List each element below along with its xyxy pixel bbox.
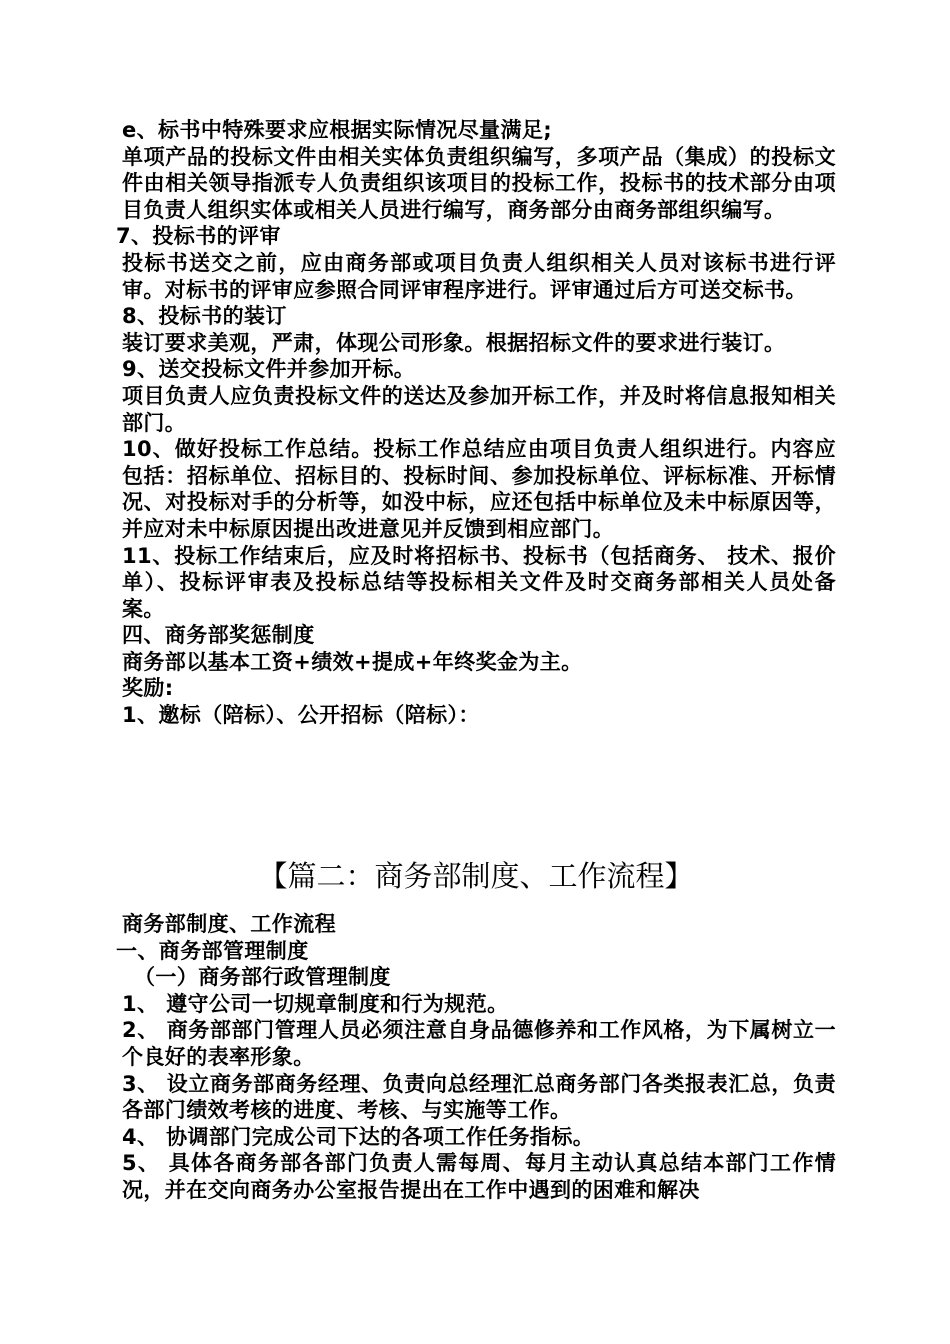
section-heading: 8、投标书的装订 (122, 304, 287, 329)
document-body-section-2 (116, 911, 836, 1204)
paragraph: 1、邀标（陪标）、公开招标（陪标）： (122, 703, 480, 728)
list-item: 5、 具体各商务部各部门负责人需每周、每月主动认真总结本部门工作情况，并在交向商务办公室报告提出在工作中遇到的困难和解决 (122, 1151, 836, 1202)
section-heading: 四、商务部奖惩制度 (122, 623, 315, 648)
section-heading: 7、投标书的评审 (116, 224, 281, 249)
section-heading: 商务部制度、工作流程 (122, 912, 336, 936)
section-heading: 一、商务部管理制度 (116, 938, 309, 963)
list-item: 4、 协调部门完成公司下达的各项工作任务指标。 (122, 1124, 595, 1149)
chapter-title: 【篇二：商务部制度、工作流程】 (258, 859, 694, 893)
paragraph: 11、投标工作结束后，应及时将招标书、投标书（包括商务、 技术、报价单）、投标评审表及投标总结等投标相关文件及时交商务部相关人员处备案。 (122, 543, 836, 621)
paragraph: 投标书送交之前，应由商务部或项目负责人组织相关人员对该标书进行评审。对标书的评审应参照合同评审程序进行。评审通过后方可送交标书。 (122, 250, 836, 302)
document-body-section-1 (116, 117, 836, 729)
paragraph: 商务部以基本工资+绩效+提成+年终奖金为主。 (122, 649, 583, 674)
list-item: 1、 遵守公司一切规章制度和行为规范。 (122, 991, 509, 1016)
paragraph: 装订要求美观，严肃，体现公司形象。根据招标文件的要求进行装订。 (122, 330, 786, 355)
paragraph: 10、做好投标工作总结。投标工作总结应由项目负责人组织进行。内容应包括：招标单位、招标目的、投标时间、参加投标单位、评标标准、开标情况、对投标对手的分析等，如没中标，应还包括中标单位及未中标原因等，并应对未中标原因提出改进意见并反馈到相应部门。 (122, 437, 836, 541)
list-item: 2、 商务部部门管理人员必须注意自身品德修养和工作风格，为下属树立一个良好的表率形象。 (122, 1018, 836, 1069)
paragraph: 项目负责人应负责投标文件的送达及参加开标工作，并及时将信息报知相关部门。 (122, 383, 836, 435)
section-heading: 9、送交投标文件并参加开标。 (122, 357, 416, 382)
section-heading: （一）商务部行政管理制度 (134, 965, 391, 990)
paragraph: e、标书中特殊要求应根据实际情况尽量满足; (122, 118, 553, 142)
paragraph: 奖励: (122, 676, 174, 701)
paragraph: 单项产品的投标文件由相关实体负责组织编写，多项产品（集成）的投标文件由相关领导指派专人负责组织该项目的投标工作，投标书的技术部分由项目负责人组织实体或相关人员进行编写，商务部分由商务部组织编写。 (122, 144, 836, 222)
list-item: 3、 设立商务部商务经理、负责向总经理汇总商务部门各类报表汇总，负责各部门绩效考核的进度、考核、与实施等工作。 (122, 1071, 836, 1123)
